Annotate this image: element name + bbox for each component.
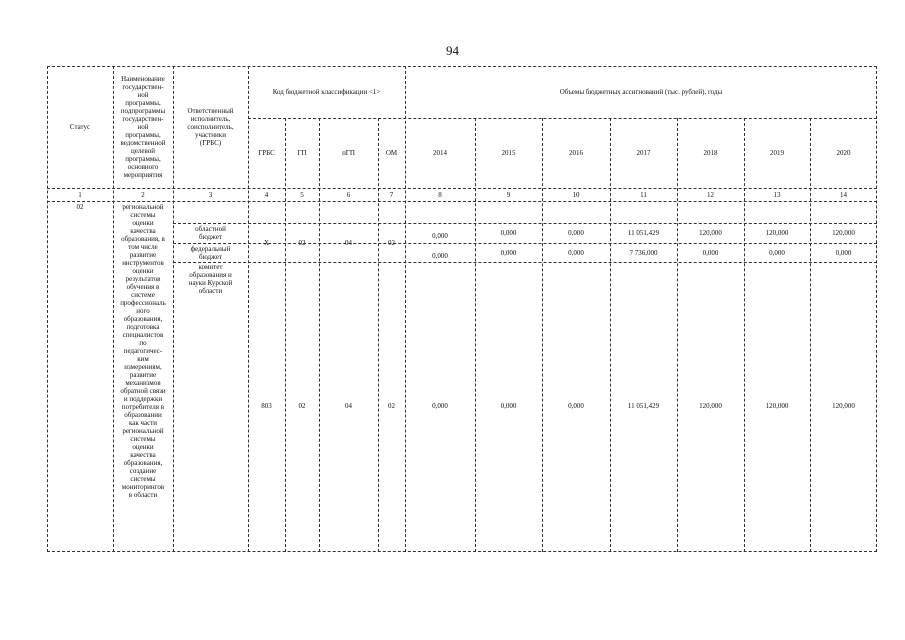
row-name: региональной системы оценки качества образования, в том числе развитие инструментов оценки результатов обучения в системе профессиональ ного образования, подготовка специалистов по педагогичес- ким измерениям, развитие механизмов обратной связи и поддержки потребителя в образовании как части региональной системы оценки качества образования, создание системы мониторингов в области — [120, 203, 166, 499]
column-number: 14 — [840, 190, 847, 199]
column-number: 1 — [78, 190, 82, 199]
row-responsible: федеральный бюджет — [190, 244, 231, 261]
header-year: 2018 — [703, 149, 718, 157]
column-number: 7 — [389, 190, 394, 199]
cell-value: 0,000 — [500, 402, 517, 410]
row-status: 02 — [76, 203, 84, 211]
header-year: 2015 — [501, 149, 516, 157]
cell-value: 11 051,429 — [627, 402, 660, 410]
cell-value: 0,000 — [432, 251, 448, 260]
cell-value: 0,000 — [835, 248, 852, 257]
cell-pgp: 04 — [345, 238, 352, 247]
cell-value: 120,000 — [765, 402, 789, 410]
cell-value: 0,000 — [769, 248, 785, 257]
cell-grbs: X — [263, 238, 270, 247]
header-responsible: Ответственный исполнитель, соисполнитель, участники (ГРБС) — [187, 107, 234, 147]
header-year: 2016 — [569, 149, 583, 157]
header-om: ОМ — [385, 149, 398, 157]
cell-om: 02 — [388, 402, 395, 410]
cell-om: 02 — [388, 238, 395, 247]
cell-grbs: 803 — [261, 402, 272, 410]
column-number: 6 — [346, 190, 351, 199]
header-year: 2014 — [433, 149, 447, 157]
page-number: 94 — [446, 43, 459, 58]
header-budget-code: Код бюджетной классификации <1> — [272, 88, 381, 96]
column-number: 5 — [300, 190, 304, 199]
cell-value: 120,000 — [832, 402, 855, 410]
cell-value: 0,000 — [432, 232, 448, 240]
header-status: Статус — [69, 123, 91, 131]
cell-value: 11 051,429 — [627, 229, 660, 237]
column-number: 11 — [640, 190, 647, 199]
column-number: 12 — [707, 190, 714, 199]
cell-value: 120,000 — [832, 229, 855, 237]
cell-value: 120,000 — [765, 229, 789, 237]
header-year: 2017 — [636, 149, 651, 157]
cell-value: 7 736,000 — [629, 248, 658, 257]
cell-value: 0,000 — [568, 248, 584, 257]
row-responsible: комитет образования и науки Курской области — [188, 263, 233, 295]
cell-gp: 02 — [298, 238, 306, 247]
column-number: 8 — [438, 190, 442, 199]
cell-value: 0,000 — [702, 248, 719, 257]
column-number: 4 — [264, 190, 269, 199]
header-year: 2019 — [770, 149, 784, 157]
header-gp: ГП — [297, 149, 307, 157]
row-responsible: областной бюджет — [195, 225, 226, 241]
column-number: 9 — [506, 190, 511, 199]
grid-line — [173, 262, 877, 263]
cell-value: 0,000 — [500, 248, 517, 257]
cell-value: 0,000 — [500, 229, 517, 237]
cell-gp: 02 — [298, 402, 306, 410]
header-pgp: пГП — [342, 149, 355, 157]
cell-value: 0,000 — [432, 402, 448, 410]
column-number: 3 — [208, 190, 213, 199]
column-number: 2 — [141, 190, 145, 199]
header-name: Наименование государствен- ной программы, подпрограммы государствен- ной программы, ведомственной целевой программы, основного мероприятия — [120, 75, 166, 179]
cell-value: 120,000 — [699, 402, 722, 410]
header-grbs: ГРБС — [258, 149, 275, 157]
cell-value: 0,000 — [568, 402, 584, 410]
cell-value: 0,000 — [568, 229, 584, 237]
column-number: 10 — [572, 190, 580, 199]
cell-value: 120,000 — [699, 229, 722, 237]
header-year: 2020 — [836, 149, 851, 157]
column-number: 13 — [773, 190, 781, 199]
budget-table — [47, 66, 877, 552]
grid-line — [47, 201, 877, 202]
header-volumes: Объемы бюджетных ассигнований (тыс. рублей), годы — [559, 88, 723, 96]
cell-pgp: 04 — [345, 402, 352, 410]
